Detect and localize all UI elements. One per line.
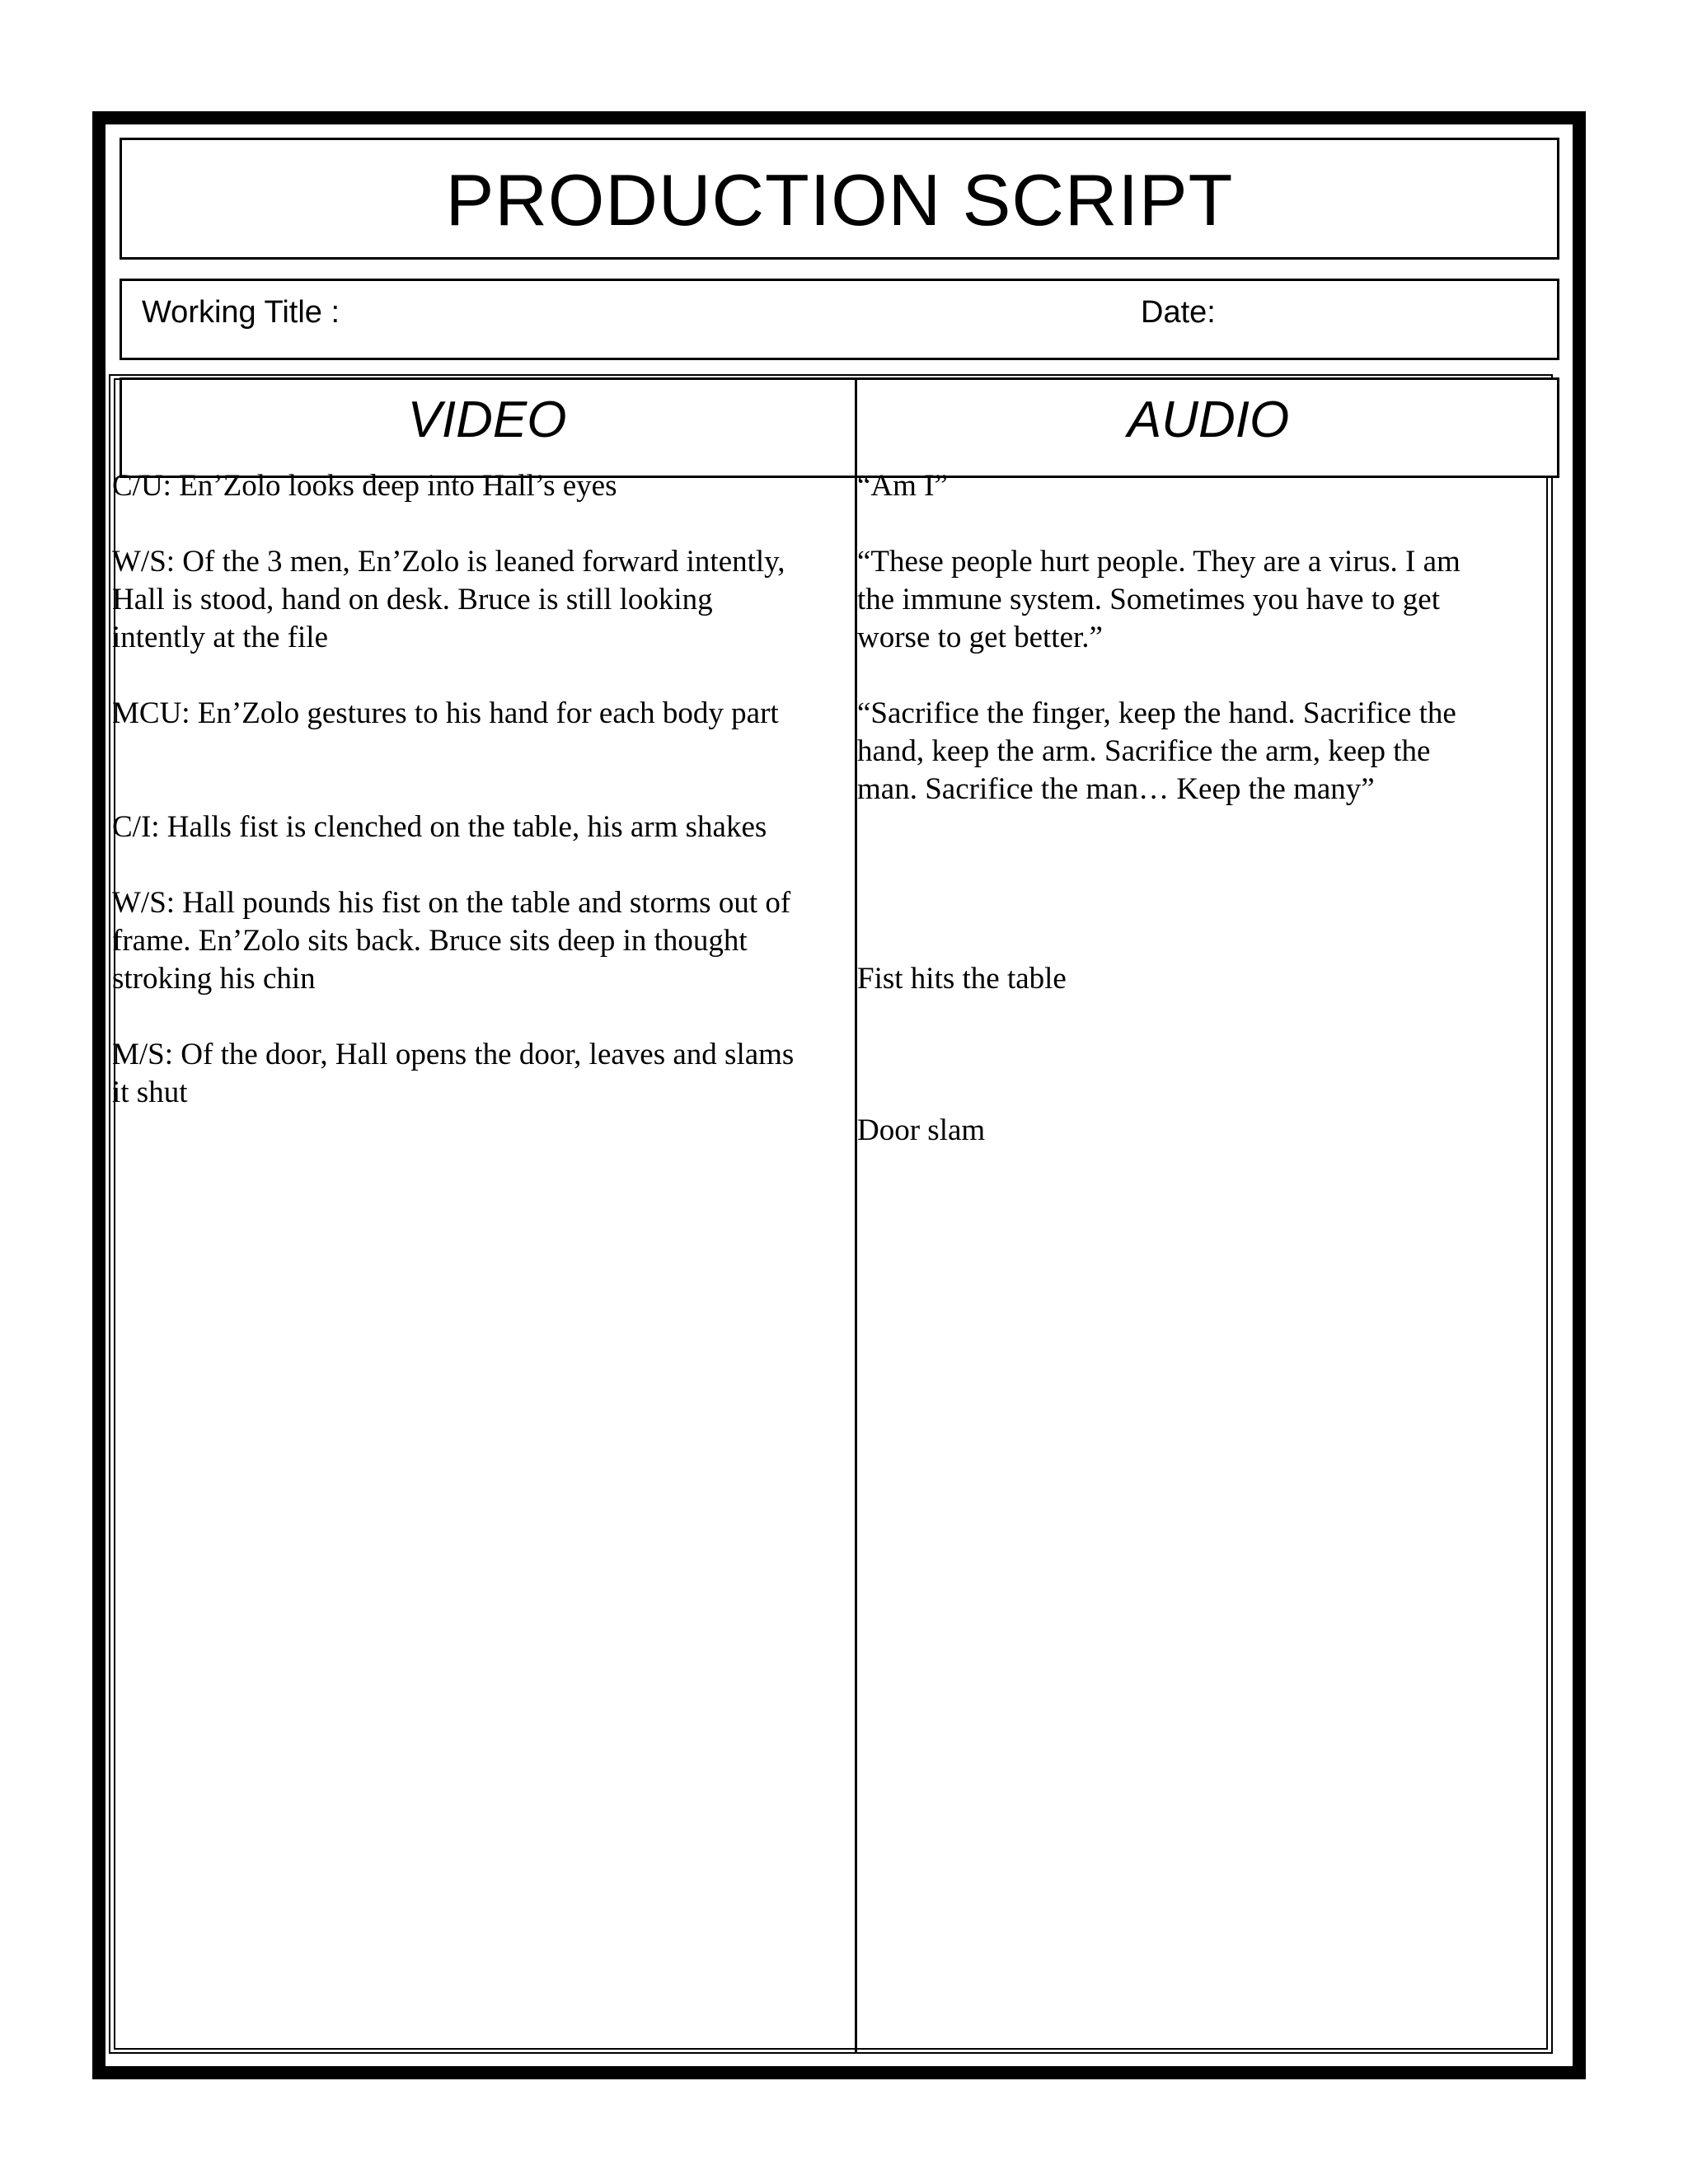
video-cell-5: W/S: Hall pounds his fist on the table and storms out of frame. En’Zolo sits back. Bruce sits deep in thought stroking his chin [112,886,791,996]
audio-column-header: AUDIO [1127,391,1290,448]
title-box [120,138,1559,260]
audio-cell-3: “Sacrifice the finger, keep the hand. Sacrifice the hand, keep the arm. Sacrifice the arm, keep the man. Sacrifice the man… Keep the many” [857,696,1456,806]
audio-cell-5: Door slam [857,1113,986,1147]
video-cell-4: C/I: Halls fist is clenched on the table, his arm shakes [112,810,767,844]
audio-cell-2: “These people hurt people. They are a virus. I am the immune system. Sometimes you have to get worse to get better.” [857,545,1461,654]
date-label: Date: [1141,295,1216,330]
audio-cell-1: “Am I” [857,469,948,503]
video-cell-2: W/S: Of the 3 men, En’Zolo is leaned forward intently, Hall is stood, hand on desk. Bruce is still looking intently at the file [112,545,785,654]
page-title: PRODUCTION SCRIPT [445,159,1234,241]
video-cell-1: C/U: En’Zolo looks deep into Hall’s eyes [112,469,617,503]
video-cell-3: MCU: En’Zolo gestures to his hand for each body part [112,696,779,730]
working-title-label: Working Title : [142,295,340,330]
video-column-header: VIDEO [407,391,567,448]
video-cell-6: M/S: Of the door, Hall opens the door, leaves and slams it shut [112,1038,795,1109]
audio-cell-4: Fist hits the table [857,962,1067,996]
meta-box [120,279,1559,360]
